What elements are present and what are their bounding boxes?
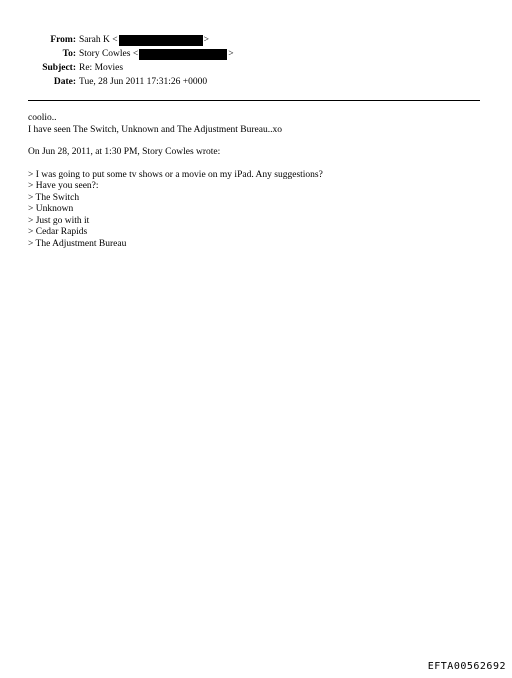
to-close: > — [228, 49, 234, 59]
email-header — [28, 33, 480, 89]
from-close: > — [203, 35, 209, 45]
quoted-line: > Cedar Rapids — [28, 227, 88, 237]
subject-label: Subject: — [42, 63, 76, 73]
date-value: Tue, 28 Jun 2011 17:31:26 +0000 — [79, 77, 208, 87]
to-email-redaction — [139, 49, 227, 60]
quoted-line: > Just go with it — [28, 215, 90, 226]
header-divider — [28, 100, 480, 101]
reply-line: I have seen The Switch, Unknown and The Adjustment Bureau..xo — [28, 124, 282, 135]
quoted-line: > Have you seen?: — [28, 181, 99, 191]
quoted-line: > The Switch — [28, 192, 80, 203]
from-label: From: — [50, 35, 76, 45]
attribution-line: On Jun 28, 2011, at 1:30 PM, Story Cowles wrote: — [28, 147, 221, 157]
email-body — [28, 113, 480, 250]
quoted-line: > The Adjustment Bureau — [28, 238, 127, 249]
subject-row — [28, 61, 480, 75]
to-row — [28, 47, 480, 61]
quoted-line: > Unknown — [28, 204, 74, 214]
quoted-line: > I was going to put some tv shows or a movie on my iPad. Any suggestions? — [28, 169, 323, 180]
date-label: Date: — [53, 77, 76, 87]
from-email-redaction — [119, 35, 203, 46]
from-row — [28, 33, 480, 47]
from-name: Sarah K < — [79, 35, 118, 45]
to-label: To: — [62, 49, 76, 59]
bates-number: EFTA00562692 — [427, 661, 506, 672]
reply-line: coolio.. — [28, 113, 57, 123]
to-name: Story Cowles < — [79, 49, 139, 59]
subject-value: Re: Movies — [79, 63, 124, 73]
date-row — [28, 75, 480, 89]
